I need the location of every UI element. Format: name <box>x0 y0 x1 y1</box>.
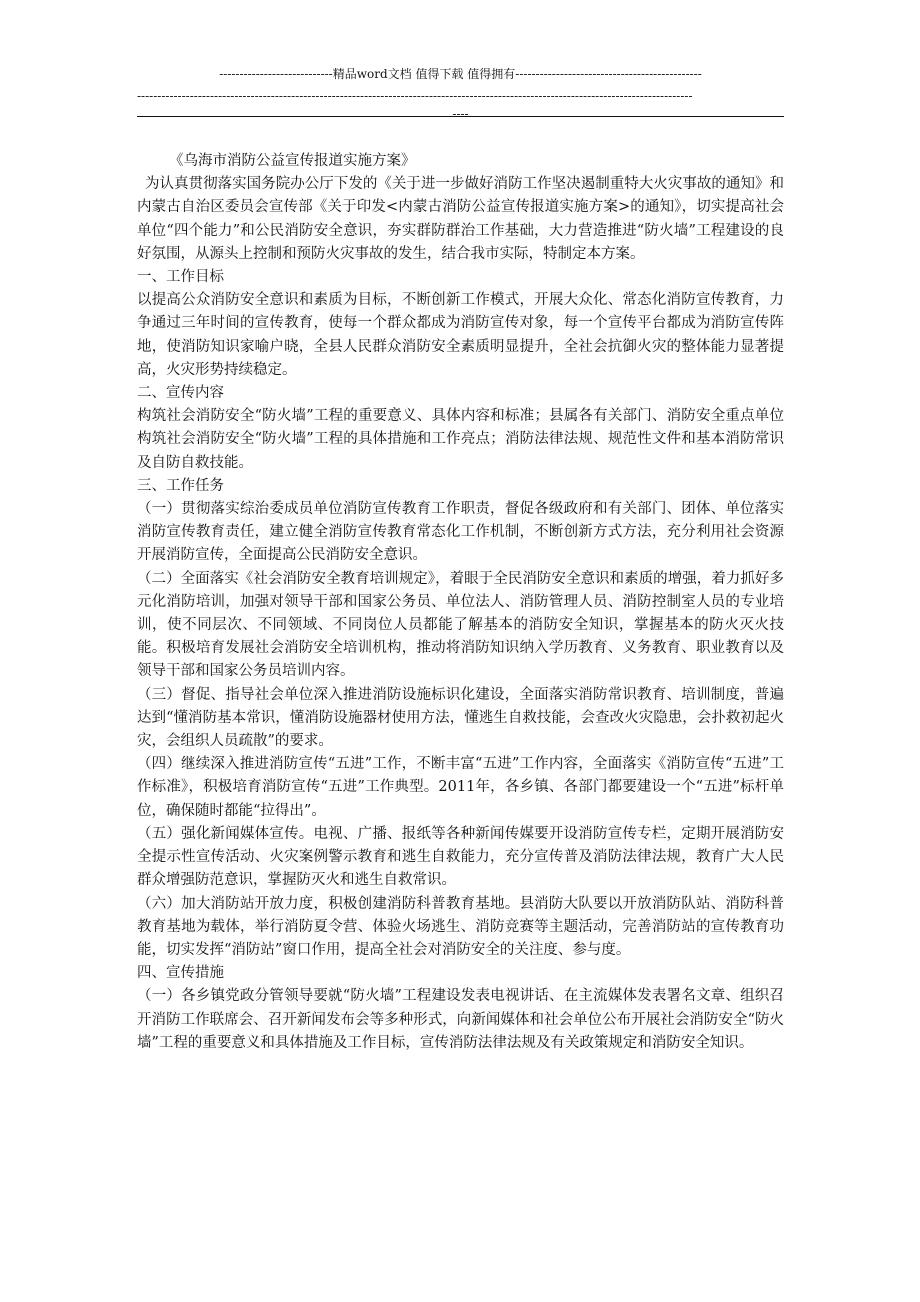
intro-paragraph: 为认真贯彻落实国务院办公厅下发的《关于进一步做好消防工作坚决遏制重特大火灾事故的通知》和内蒙古自治区委员会宣传部《关于印发<内蒙古消防公益宣传报道实施方案>的通知》，切实提高社会单位“四个能力”和公民消防安全意识，夯实群防群治工作基础，大力营造推进“防火墙”工程建设的良好氛围，从源头上控制和预防火灾事故的发生，结合我市实际，特制定本方案。 <box>137 176 784 262</box>
header-dash-tail: ---- <box>452 107 469 121</box>
section-heading-tasks: 三、工作任务 <box>137 477 224 494</box>
document-body <box>137 150 784 1055</box>
section-heading-measures: 四、宣传措施 <box>137 965 224 982</box>
task-item-6: （六）加大消防站开放力度，积极创建消防科普教育基地。县消防大队要以开放消防队站、消防科普教育基地为载体，举行消防夏令营、体验火场逃生、消防竞赛等主题活动，完善消防站的宣传教育功能，切实发挥“消防站”窗口作用，提高全社会对消防安全的关注度、参与度。 <box>137 895 784 958</box>
task-item-3: （三）督促、指导社会单位深入推进消防设施标识化建设，全面落实消防常识教育、培训制度，普遍达到“懂消防基本常识，懂消防设施器材使用方法，懂逃生自救技能，会查改火灾隐患，会扑救初起火灾，会组织人员疏散”的要求。 <box>137 686 784 750</box>
section-heading-goals: 一、工作目标 <box>137 269 224 286</box>
task-item-4: （四）继续深入推进消防宣传“五进”工作，不断丰富“五进”工作内容，全面落实《消防宣传“五进”工作标准》，积极培育消防宣传“五进”工作典型。2011年，各乡镇、各部门都要建设一个“五进”标杆单位，确保随时都能“拉得出”。 <box>137 756 784 819</box>
task-item-2: （二）全面落实《社会消防安全教育培训规定》，着眼于全民消防安全意识和素质的增强，着力抓好多元化消防培训，加强对领导干部和国家公务员、单位法人、消防管理人员、消防控制室人员的专业培训，使不同层次、不同领域、不同岗位人员都能了解基本的消防安全知识，掌握基本的防火灭火技能。积极培育发展社会消防安全培训机构，推动将消防知识纳入学历教育、义务教育、职业教育以及领导干部和国家公务员培训内容。 <box>137 570 784 680</box>
section-heading-content: 二、宣传内容 <box>137 385 224 402</box>
measure-item-1: （一）各乡镇党政分管领导要就“防火墙”工程建设发表电视讲话、在主流媒体发表署名文章、组织召开消防工作联席会、召开新闻发布会等多种形式，向新闻媒体和社会单位公布开展社会消防安全“防火墙”工程的重要意义和具体措施及工作目标，宣传消防法律法规及有关政策规定和消防安全知识。 <box>137 988 784 1051</box>
task-item-1: （一）贯彻落实综治委成员单位消防宣传教育工作职责，督促各级政府和有关部门、团体、单位落实消防宣传教育责任，建立健全消防宣传教育常态化工作机制，不断创新方式方法，充分利用社会资源开展消防宣传，全面提高公民消防安全意识。 <box>137 501 784 564</box>
page-header <box>137 66 784 122</box>
header-banner: ----------------------------精品word文档 值得下载 值得拥有---------------------------------------------- <box>219 67 702 81</box>
paragraph-content: 构筑社会消防安全“防火墙”工程的重要意义、具体内容和标准；县属各有关部门、消防安全重点单位构筑社会消防安全“防火墙”工程的具体措施和工作亮点；消防法律法规、规范性文件和基本消防常识及自防自救技能。 <box>137 408 784 471</box>
task-item-5: （五）强化新闻媒体宣传。电视、广播、报纸等各种新闻传媒要开设消防宣传专栏，定期开展消防安全提示性宣传活动、火灾案例警示教育和逃生自救能力，充分宣传普及消防法律法规，教育广大人民群众增强防范意识，掌握防灭火和逃生自救常识。 <box>137 825 784 889</box>
header-divider <box>137 116 784 117</box>
document-title: 《乌海市消防公益宣传报道实施方案》 <box>169 153 416 169</box>
paragraph-goals: 以提高公众消防安全意识和素质为目标，不断创新工作模式，开展大众化、常态化消防宣传教育，力争通过三年时间的宣传教育，使每一个群众都成为消防宣传对象，每一个宣传平台都成为消防宣传阵地，使消防知识家喻户晓，全县人民群众消防安全素质明显提升，全社会抗御火灾的整体能力显著提高，火灾形势持续稳定。 <box>137 292 784 378</box>
header-dash-line: ----------------------------------------------------------------------------------------------------------------------------------------- <box>137 89 693 103</box>
